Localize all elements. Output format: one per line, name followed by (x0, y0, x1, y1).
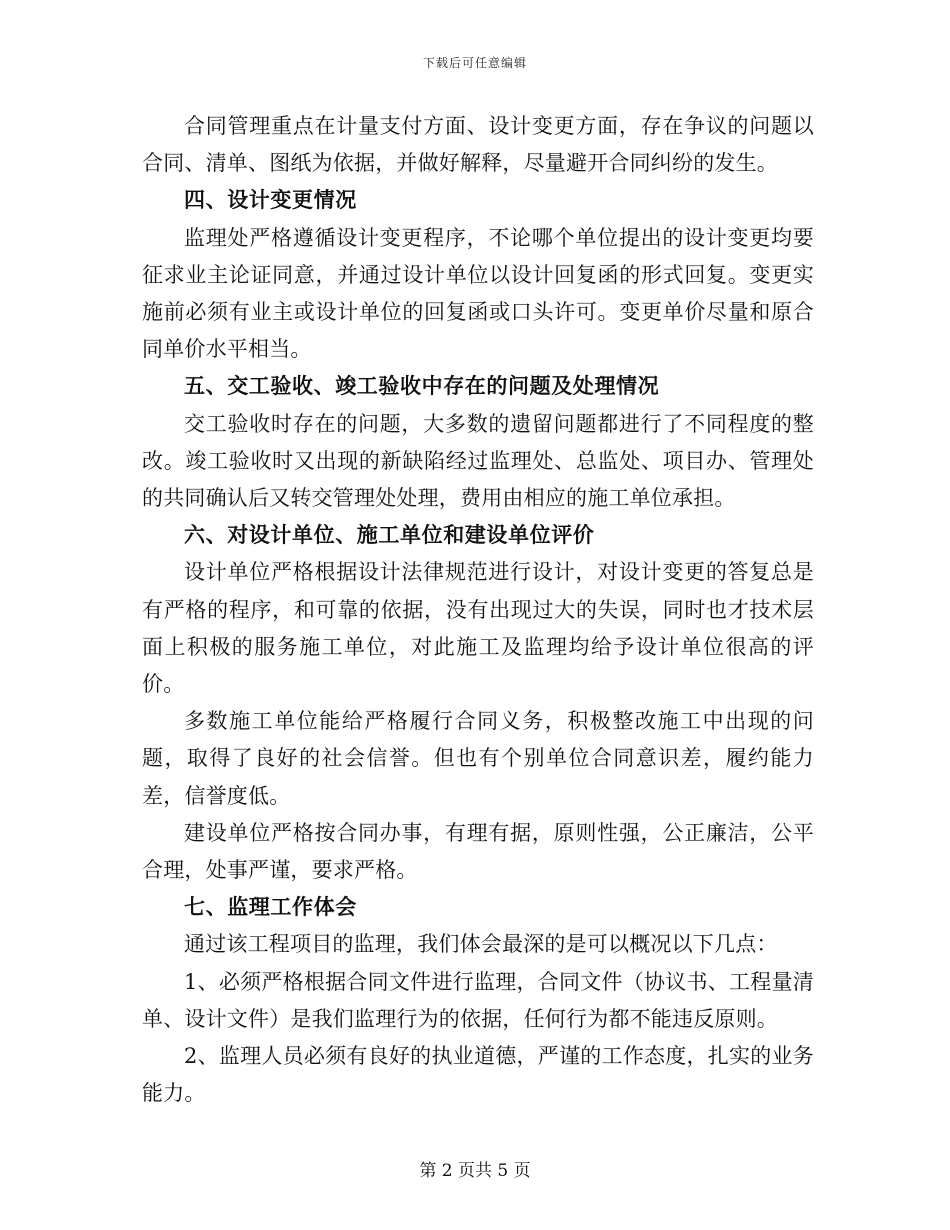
page-number-footer: 第 2 页共 5 页 (419, 1161, 531, 1181)
paragraph-construction-unit-evaluation: 多数施工单位能给严格履行合同义务，积极整改施工中出现的问题，取得了良好的社会信誉。但也有个别单位合同意识差，履约能力差，信誉度低。 (142, 709, 814, 808)
section-heading-supervision-experience: 七、监理工作体会 (184, 895, 357, 920)
section-heading-design-change: 四、设计变更情况 (184, 188, 357, 213)
page-header: 下载后可任意编辑 (422, 56, 527, 70)
paragraph-acceptance-issues: 交工验收时存在的问题，大多数的遗留问题都进行了不同程度的整改。竣工验收时又出现的新缺陷经过监理处、总监处、项目办、管理处的共同确认后又转交管理处处理，费用由相应的施工单位承担。 (142, 411, 814, 511)
section-heading-acceptance-issues: 五、交工验收、竣工验收中存在的问题及处理情况 (184, 374, 660, 399)
document-body (142, 108, 814, 1112)
paragraph-experience-intro: 通过该工程项目的监理，我们体会最深的是可以概况以下几点： (184, 932, 778, 957)
paragraph-design-unit-evaluation: 设计单位严格根据设计法律规范进行设计，对设计变更的答复总是有严格的程序，和可靠的依据，没有出现过大的失误，同时也才技术层面上积极的服务施工单位，对此施工及监理均给予设计单位很高的评价。 (142, 560, 814, 697)
paragraph-contract-management: 合同管理重点在计量支付方面、设计变更方面，存在争议的问题以合同、清单、图纸为依据，并做好解释，尽量避开合同纠纷的发生。 (142, 114, 814, 176)
section-heading-unit-evaluation: 六、对设计单位、施工单位和建设单位评价 (184, 523, 595, 548)
paragraph-design-change: 监理处严格遵循设计变更程序，不论哪个单位提出的设计变更均要征求业主论证同意，并通过设计单位以设计回复函的形式回复。变更实施前必须有业主或设计单位的回复函或口头许可。变更单价尽量和原合同单价水平相当。 (142, 225, 814, 362)
paragraph-owner-unit-evaluation: 建设单位严格按合同办事，有理有据，原则性强，公正廉洁，公平合理，处事严谨，要求严格。 (142, 820, 814, 883)
paragraph-experience-item-2: 2、监理人员必须有良好的执业道德，严谨的工作态度，扎实的业务能力。 (142, 1044, 814, 1106)
paragraph-experience-item-1: 1、必须严格根据合同文件进行监理，合同文件（协议书、工程量清单、设计文件）是我们监理行为的依据，任何行为都不能违反原则。 (142, 969, 814, 1031)
